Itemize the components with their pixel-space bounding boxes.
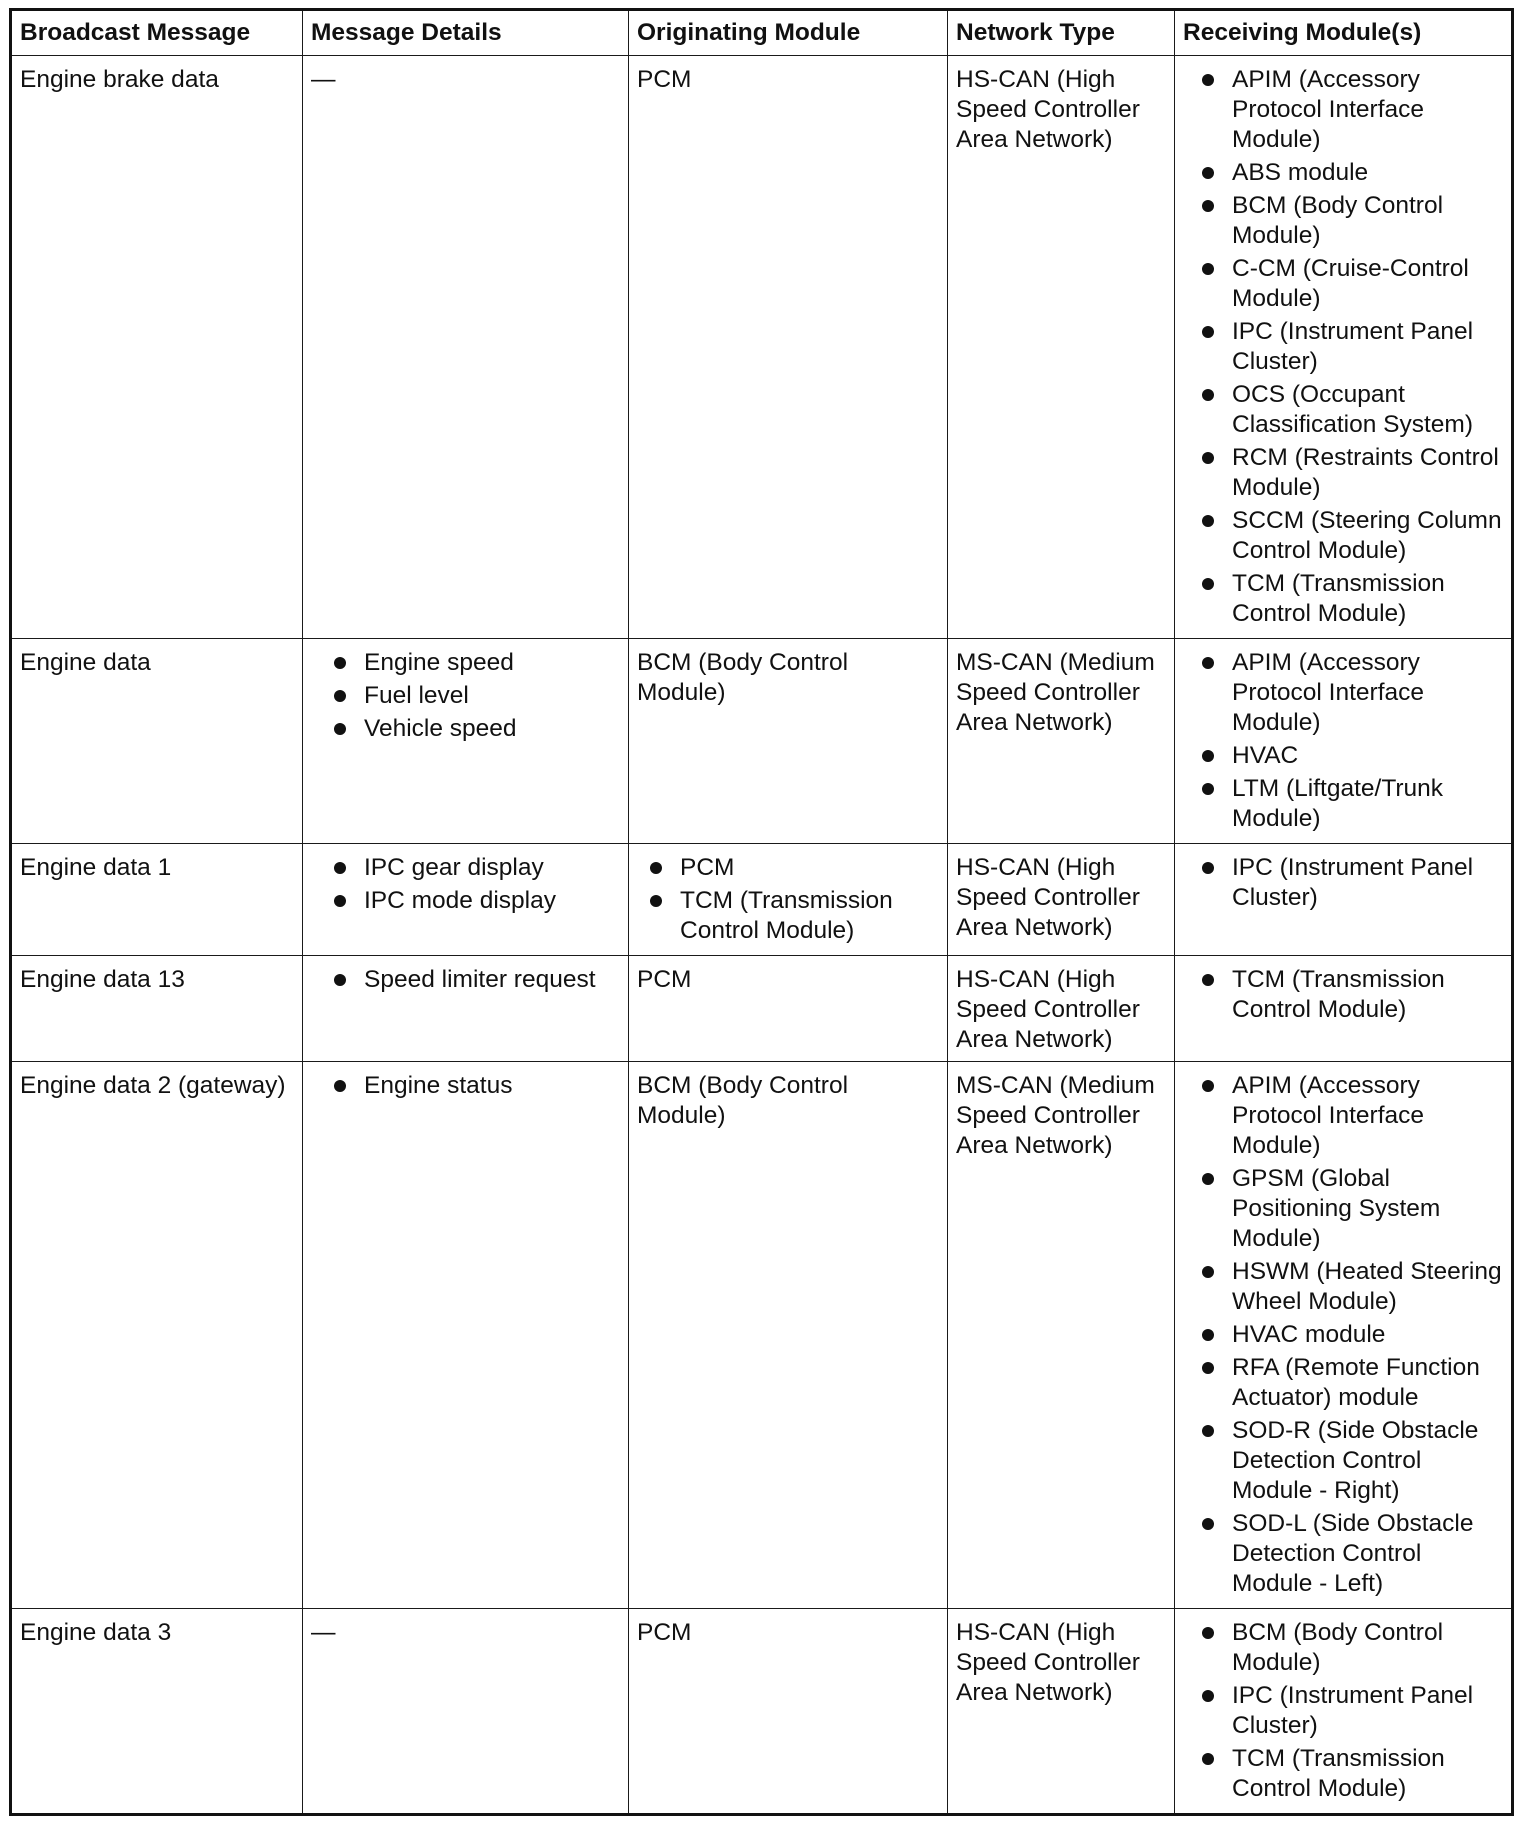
network-type-text: HS-CAN (High Speed Controller Area Network) [956,66,1140,153]
receiving-module-item: LTM (Liftgate/Trunk Module) [1199,774,1504,834]
message-details-text: — [311,1619,336,1646]
network-type-cell [948,844,1175,956]
network-type-cell [948,1062,1175,1609]
originating-module-item: TCM (Transmission Control Module) [647,886,940,946]
broadcast-message-cell [11,1062,303,1609]
network-type-text: HS-CAN (High Speed Controller Area Network) [956,966,1140,1053]
broadcast-message-text: Engine data 1 [20,854,172,881]
receiving-modules-cell [1175,956,1513,1062]
network-type-cell [948,639,1175,844]
originating-module-cell [629,1062,948,1609]
receiving-module-item-list [1199,853,1504,913]
broadcast-message-text: Engine data 13 [20,966,185,993]
receiving-module-item: APIM (Accessory Protocol Interface Module) [1199,1071,1504,1161]
receiving-module-item-list [1199,965,1504,1025]
table-row [11,56,1513,639]
originating-module-item: PCM [647,853,940,883]
table-header-row [11,10,1513,56]
receiving-module-item-list [1199,1071,1504,1599]
message-details-text: — [311,66,336,93]
receiving-module-item: BCM (Body Control Module) [1199,1618,1504,1678]
receiving-modules-cell [1175,56,1513,639]
originating-module-cell [629,56,948,639]
receiving-modules-cell [1175,1062,1513,1609]
receiving-module-item: HSWM (Heated Steering Wheel Module) [1199,1257,1504,1317]
originating-module-text: BCM (Body Control Module) [637,1072,849,1129]
originating-module-text: PCM [637,66,692,93]
header-receiving-modules: Receiving Module(s) [1175,10,1513,56]
receiving-module-item-list [1199,648,1504,834]
header-network-type: Network Type [948,10,1175,56]
receiving-module-item: ABS module [1199,158,1504,188]
receiving-module-item: RFA (Remote Function Actuator) module [1199,1353,1504,1413]
receiving-module-item-list [1199,1618,1504,1804]
receiving-module-item: TCM (Transmission Control Module) [1199,965,1504,1025]
network-type-cell [948,56,1175,639]
document-page [9,8,1514,1816]
receiving-module-item: TCM (Transmission Control Module) [1199,1744,1504,1804]
table-row [11,844,1513,956]
network-type-text: HS-CAN (High Speed Controller Area Network) [956,1619,1140,1706]
message-detail-item: Engine status [331,1071,621,1101]
message-detail-item-list [331,853,621,916]
broadcast-message-cell [11,56,303,639]
message-detail-item: IPC mode display [331,886,621,916]
receiving-module-item: IPC (Instrument Panel Cluster) [1199,853,1504,913]
broadcast-message-text: Engine data [20,649,151,676]
broadcast-message-cell [11,956,303,1062]
originating-module-item-list [647,853,940,946]
receiving-module-item: IPC (Instrument Panel Cluster) [1199,1681,1504,1741]
receiving-module-item: TCM (Transmission Control Module) [1199,569,1504,629]
message-details-cell [303,844,629,956]
receiving-module-item: IPC (Instrument Panel Cluster) [1199,317,1504,377]
header-broadcast-message: Broadcast Message [11,10,303,56]
originating-module-cell [629,844,948,956]
message-detail-item-list [331,1071,621,1101]
message-detail-item: Vehicle speed [331,714,621,744]
table-body [11,56,1513,1815]
network-type-text: MS-CAN (Medium Speed Controller Area Network) [956,649,1155,736]
table-row [11,639,1513,844]
broadcast-message-cell [11,639,303,844]
receiving-module-item: BCM (Body Control Module) [1199,191,1504,251]
table-row [11,1609,1513,1815]
receiving-modules-cell [1175,844,1513,956]
message-details-cell [303,1062,629,1609]
receiving-module-item: RCM (Restraints Control Module) [1199,443,1504,503]
network-type-text: MS-CAN (Medium Speed Controller Area Network) [956,1072,1155,1159]
receiving-modules-cell [1175,1609,1513,1815]
table-row [11,1062,1513,1609]
receiving-module-item: OCS (Occupant Classification System) [1199,380,1504,440]
message-detail-item-list [331,965,621,995]
receiving-module-item: HVAC [1199,741,1504,771]
message-detail-item-list [331,648,621,744]
broadcast-message-text: Engine brake data [20,66,219,93]
originating-module-cell [629,956,948,1062]
receiving-module-item: C-CM (Cruise-Control Module) [1199,254,1504,314]
originating-module-text: PCM [637,1619,692,1646]
network-type-text: HS-CAN (High Speed Controller Area Network) [956,854,1140,941]
broadcast-message-text: Engine data 3 [20,1619,172,1646]
originating-module-cell [629,639,948,844]
broadcast-message-table [9,8,1514,1816]
originating-module-cell [629,1609,948,1815]
originating-module-text: PCM [637,966,692,993]
message-details-cell [303,1609,629,1815]
receiving-module-item: APIM (Accessory Protocol Interface Module) [1199,65,1504,155]
message-detail-item: Speed limiter request [331,965,621,995]
broadcast-message-cell [11,1609,303,1815]
receiving-module-item: SOD-L (Side Obstacle Detection Control Module - Left) [1199,1509,1504,1599]
receiving-module-item: SOD-R (Side Obstacle Detection Control Module - Right) [1199,1416,1504,1506]
message-details-cell [303,639,629,844]
receiving-module-item: APIM (Accessory Protocol Interface Module) [1199,648,1504,738]
message-detail-item: Fuel level [331,681,621,711]
message-detail-item: IPC gear display [331,853,621,883]
originating-module-text: BCM (Body Control Module) [637,649,849,706]
receiving-module-item: SCCM (Steering Column Control Module) [1199,506,1504,566]
message-details-cell [303,56,629,639]
broadcast-message-cell [11,844,303,956]
network-type-cell [948,956,1175,1062]
message-detail-item: Engine speed [331,648,621,678]
header-message-details: Message Details [303,10,629,56]
table-row [11,956,1513,1062]
message-details-cell [303,956,629,1062]
header-originating-module: Originating Module [629,10,948,56]
broadcast-message-text: Engine data 2 (gateway) [20,1072,286,1099]
receiving-modules-cell [1175,639,1513,844]
receiving-module-item-list [1199,65,1504,629]
receiving-module-item: HVAC module [1199,1320,1504,1350]
receiving-module-item: GPSM (Global Positioning System Module) [1199,1164,1504,1254]
network-type-cell [948,1609,1175,1815]
